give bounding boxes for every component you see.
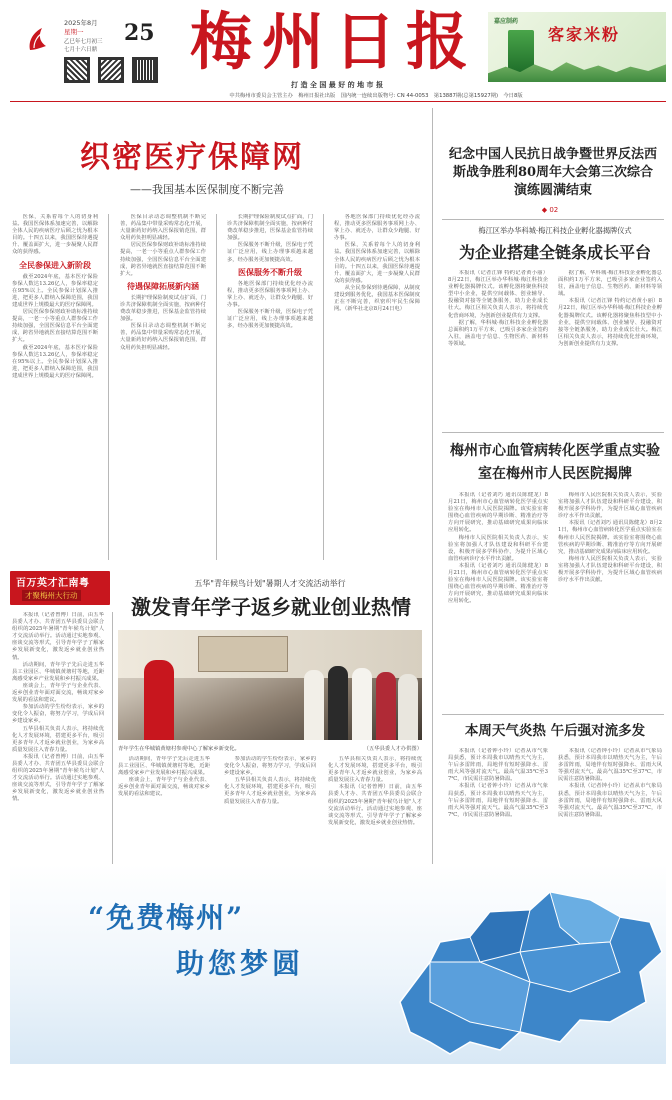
- feature-body-1c: 本报讯（记者曾博）日前，由五华县委人才办、共青团五华县委员会联合组织的2025年暑期"青年候鸟计划"人才交流活动举行。活动通过实地参观、座谈交流等形式，引导青年学子了解家乡发展新变化，激发返乡就业创业热情。: [328, 784, 422, 826]
- weekday: 星期一: [64, 28, 84, 36]
- photo-student-2: [328, 666, 348, 740]
- lead-section-2: 待遇保障拓展新内涵: [127, 281, 199, 291]
- ad-brand: 嘉应制药: [494, 18, 519, 25]
- paper-name: 梅州日报: [189, 5, 478, 78]
- ribbon-line-2: 才聚梅州大行动: [22, 590, 81, 601]
- lead-body-1: 医保，关系着每个人的切身利益。我国医保体系加速完善，以解除全体人民的疾病医疗后顾之忧为根本目的。十四五以来，我国医保待遇提升、覆盖面扩大，进一步凝聚人民群众的获得感。: [12, 214, 98, 256]
- right-top-body-2: 据了解，华科城·梅江科技企业孵化器总面积约1万平方米，已吸引多家企业签约入驻，涵盖电子信息、生物医药、新材料等领域。: [448, 319, 548, 347]
- province-map-icon: [370, 882, 666, 1062]
- lead-body-6b: 医保服务不断升级，医保电子凭证广泛应用，线上办理事项越来越多，经办服务更加便捷高效。: [227, 309, 313, 330]
- photo-exhibit-panel: [198, 636, 288, 672]
- newspaper-logo-icon: [26, 26, 48, 52]
- right-top-col-2: [558, 270, 662, 425]
- lead-body-2b: 截至2024年底，基本医疗保险参保人数达13.26亿人，参保率稳定在95%以上。全民参保计划深入推进，把更多人群纳入保障范围，我国建成世界上规模最大的医疗保障网。: [12, 344, 98, 379]
- feature-body-5b: 五华县相关负责人表示，将持续优化人才发展环境，搭建更多平台，吸引更多青年人才返乡就业创业，为家乡高质量发展注入青春力量。: [224, 777, 316, 805]
- lead-section-3: 医保服务不断升级: [238, 267, 302, 277]
- right-mid-body-2: 梅州市人民医院相关负责人表示，实验室将加强人才队伍建设和科研平台建设，积极开展多学科协作，为提升区域心血管疾病诊疗水平作出贡献。: [448, 534, 548, 562]
- feature-col-4: [328, 756, 422, 860]
- ad-slogan-line-2: 助您梦圆: [176, 947, 305, 980]
- lead-col-1: [12, 214, 98, 560]
- feature-body-4: 参加活动的学生纷纷表示，家乡的变化令人振奋，将努力学习，学成后回乡建设家乡。: [12, 704, 104, 725]
- feature-caption: 青年学生在华城镇黄塘村参观中心了解家乡新变化。: [118, 746, 240, 752]
- weather-body-d: 本报讯（记者钟小玲）记者从市气象局获悉，预计本周我市以晴热天气为主，午后多雷阵雨，局地伴有短时强降水、雷雨大风等强对流天气。最高气温35℃至37℃，市民需注意防暑降温。: [558, 783, 662, 818]
- lead-body-7: 各地医保部门持续优化经办流程，推动更多医保服务事项网上办、掌上办、就近办，让群众少跑腿、好办事。: [227, 280, 313, 308]
- feature-body-2: 活动期间，青年学子先后走进五华县工业园区、华城镇黄塘村等地，近距离感受家乡产业发展和乡村振兴成果。: [12, 661, 104, 682]
- right-mid-body-2c: 梅州市人民医院相关负责人表示，实验室将加强人才队伍建设和科研平台建设，积极开展多学科协作，为提升区域心血管疾病诊疗水平作出贡献。: [558, 555, 662, 584]
- slogan: 打 造 全 国 最 好 的 地 市 报: [291, 81, 383, 89]
- feature-body-4b: 参加活动的学生纷纷表示，家乡的变化令人振奋，将努力学习，学成后回乡建设家乡。: [224, 756, 316, 777]
- weather-body-b: 本报讯（记者钟小玲）记者从市气象局获悉，预计本周我市以晴热天气为主，午后多雷阵雨，局地伴有短时强降水、雷雨大风等强对流天气。最高气温35℃至37℃，市民需注意防暑降温。: [448, 783, 548, 818]
- right-mid-body-c: 本报讯（记者刘巧 通讯员陈健龙）8月21日，梅州市心血管病转化医学重点实验室在梅州市人民医院揭牌。该实验室将围绕心血管疾病的早期诊断、精准治疗等方向开展研究，推动基础研究成果向临床应用转化。: [558, 520, 662, 555]
- ribbon-line-1: 百万英才汇南粤: [16, 578, 90, 589]
- right-top-body: 本报讯（记者江锋 特约记者黄小丽）8月22日，梅江区举办华科城·梅江科技企业孵化器揭牌仪式。该孵化器将聚焦科技型中小企业，提供空间载体、创业辅导、投融资对接等全链条服务，助力企业成长壮大。梅江区相关负责人表示，将持续优化营商环境，为创新创业提供有力支撑。: [448, 270, 548, 319]
- photo-student-3: [352, 668, 372, 740]
- lead-body-4b: 医保目录动态调整机制不断完善，药品集中带量采购常态化开展，大量新药好药纳入医保报销范围，群众用药负担明显减轻。: [120, 323, 206, 351]
- feature-col-3: [224, 756, 316, 860]
- issue-info: 中共梅州市委员会主管主办 梅州日报社出版 国内统一连续出版物号: CN 44-0053 第13887期(总第15927期) 今日8版: [229, 93, 523, 99]
- right-top-headline-2: 为企业搭建全链条成长平台: [458, 243, 651, 262]
- lunar-date-1: 乙巳年七月初三: [64, 39, 103, 45]
- photo-student-4: [376, 672, 396, 740]
- feature-credit: （五华县委人才办供图）: [363, 746, 422, 752]
- lead-section-1: 全民参保进入新阶段: [19, 260, 91, 270]
- right-top-page-ref: ◆ 02: [541, 206, 559, 214]
- right-mid-body-b: 本报讯（记者刘巧 通讯员陈健龙）8月21日，梅州市心血管病转化医学重点实验室在梅州市人民医院揭牌。该实验室将围绕心血管疾病的早期诊断、精准治疗等方向开展研究，推动基础研究成果向临床应用转化。: [448, 562, 548, 605]
- masthead: [0, 0, 672, 100]
- lunar-date-2: 七月十六日鼎: [64, 47, 98, 53]
- lead-body-7b: 各地医保部门持续优化经办流程，推动更多医保服务事项网上办、掌上办、就近办，让群众少跑腿、好办事。: [334, 214, 420, 242]
- right-mid-col-1: [448, 492, 548, 707]
- page-ref-number: 02: [549, 206, 559, 214]
- ad-headline: 客家米粉: [548, 25, 621, 44]
- qr-code-left: [64, 57, 90, 83]
- lead-body-8: 从全民参保到待遇保障，从制度建设到服务优化，我国基本医保制度正在不断完善，织密织牢民生保障网。（新华社北京8月24日电）: [334, 284, 420, 313]
- weather-headline: 本周天气炎热 午后强对流多发: [464, 723, 646, 739]
- feature-body-2b: 活动期间，青年学子先后走进五华县工业园区、华城镇黄塘村等地，近距离感受家乡产业发展和乡村振兴成果。: [118, 756, 210, 777]
- campaign-ribbon: [10, 571, 110, 605]
- lead-subhead: ——我国基本医保制度不断完善: [130, 183, 284, 196]
- right-top-kicker: 梅江区举办华科城·梅江科技企业孵化器揭牌仪式: [478, 226, 632, 235]
- lead-col-3: [227, 214, 313, 560]
- qr-code-right: [132, 57, 158, 83]
- right-mid-col-2: [558, 492, 662, 707]
- ad-slogan-line-1: “免费梅州”: [88, 901, 245, 934]
- photo-guide-figure: [144, 660, 174, 740]
- right-top-headline: 纪念中国人民抗日战争暨世界反法西斯战争胜利80周年大会第三次综合演练圆满结束: [448, 147, 657, 198]
- lead-body-3: 居民医保参保财政补助标准持续提高，一老一小等重点人群参保工作持续加强，全国医保信息平台全面建成，跨省异地就医直接结算范围不断扩大。: [12, 309, 98, 344]
- lead-body-1b: 医保，关系着每个人的切身利益。我国医保体系加速完善，以解除全体人民的疾病医疗后顾之忧为根本目的。十四五以来，我国医保待遇提升、覆盖面扩大，进一步凝聚人民群众的获得感。: [334, 242, 420, 284]
- feature-photo: [118, 630, 422, 740]
- lead-headline: 织密医疗保障网: [80, 140, 304, 175]
- feature-body-3b: 座谈会上，青年学子与企业代表、返乡创业青年面对面交流，畅谈对家乡发展的看法和建议。: [118, 777, 210, 798]
- lead-col-4: [334, 214, 420, 560]
- right-mid-body-2b: 梅州市人民医院相关负责人表示，实验室将加强人才队伍建设和科研平台建设，积极开展多学科协作，为提升区域心血管疾病诊疗水平作出贡献。: [558, 492, 662, 520]
- feature-body-1b: 本报讯（记者曾博）日前，由五华县委人才办、共青团五华县委员会联合组织的2025年暑期"青年候鸟计划"人才交流活动举行。活动通过实地参观、座谈交流等形式，引导青年学子了解家乡发展新变化，激发返乡就业创业热情。: [12, 753, 104, 803]
- feature-headline: 激发青年学子返乡就业创业热情: [131, 595, 411, 619]
- lead-body-6: 医保服务不断升级，医保电子凭证广泛应用，线上办理事项越来越多，经办服务更加便捷高效。: [227, 242, 313, 263]
- right-top-col-1: [448, 270, 548, 425]
- date-line: 2025年8月: [64, 19, 98, 27]
- feature-body-1: 本报讯（记者曾博）日前，由五华县委人才办、共青团五华县委员会联合组织的2025年暑期"青年候鸟计划"人才交流活动举行。活动通过实地参观、座谈交流等形式，引导青年学子了解家乡发展新变化，激发返乡就业创业热情。: [12, 612, 104, 661]
- feature-kicker: 五华"青年候鸟计划"暑期人才交流活动举行: [194, 579, 346, 588]
- lead-body-5b: 长期护理保险制度试点扩面，门诊共济保障机制全面实施，按病种付费改革稳步推进，医保基金监管持续加强。: [227, 214, 313, 242]
- feature-body-5: 五华县相关负责人表示，将持续优化人才发展环境，搭建更多平台，吸引更多青年人才返乡就业创业，为家乡高质量发展注入青春力量。: [12, 725, 104, 753]
- photo-student-5: [398, 674, 418, 740]
- right-top-body-2b: 据了解，华科城·梅江科技企业孵化器总面积约1万平方米，已吸引多家企业签约入驻，涵盖电子信息、生物医药、新材料等领域。: [558, 270, 662, 298]
- top-right-ad: [488, 12, 666, 82]
- right-mid-body: 本报讯（记者刘巧 通讯员陈健龙）8月21日，梅州市心血管病转化医学重点实验室在梅州市人民医院揭牌。该实验室将围绕心血管疾病的早期诊断、精准治疗等方向开展研究，推动基础研究成果向临床应用转化。: [448, 492, 548, 534]
- photo-student-1: [304, 670, 324, 740]
- feature-body-5c: 五华县相关负责人表示，将持续优化人才发展环境，搭建更多平台，吸引更多青年人才返乡就业创业，为家乡高质量发展注入青春力量。: [328, 756, 422, 784]
- lead-body-2: 截至2024年底，基本医疗保险参保人数达13.26亿人，参保率稳定在95%以上。全民参保计划深入推进，把更多人群纳入保障范围，我国建成世界上规模最大的医疗保障网。: [12, 273, 98, 308]
- feature-body-3: 座谈会上，青年学子与企业代表、返乡创业青年面对面交流，畅谈对家乡发展的看法和建议。: [12, 682, 104, 704]
- weather-body-c: 本报讯（记者钟小玲）记者从市气象局获悉，预计本周我市以晴热天气为主，午后多雷阵雨，局地伴有短时强降水、雷雨大风等强对流天气。最高气温35℃至37℃，市民需注意防暑降温。: [558, 748, 662, 783]
- feature-col-2: [118, 756, 210, 860]
- day-number: 25: [124, 20, 155, 46]
- lead-col-2: [120, 214, 206, 560]
- right-mid-headline: 梅州市心血管病转化医学重点实验室在梅州市人民医院揭牌: [450, 443, 660, 482]
- ad-product-box: [508, 30, 534, 72]
- weather-body: 本报讯（记者钟小玲）记者从市气象局获悉，预计本周我市以晴热天气为主，午后多雷阵雨，局地伴有短时强降水、雷雨大风等强对流天气。最高气温35℃至37℃，市民需注意防暑降温。: [448, 748, 548, 783]
- weather-col-1: [448, 748, 548, 860]
- lead-body-5: 长期护理保险制度试点扩面，门诊共济保障机制全面实施，按病种付费改革稳步推进，医保基金监管持续加强。: [120, 294, 206, 323]
- bottom-ad: [10, 864, 666, 1064]
- weather-col-2: [558, 748, 662, 860]
- qr-code-mid: [98, 57, 124, 83]
- right-top-body-b: 本报讯（记者江锋 特约记者黄小丽）8月22日，梅江区举办华科城·梅江科技企业孵化器揭牌仪式。该孵化器将聚焦科技型中小企业，提供空间载体、创业辅导、投融资对接等全链条服务，助力企业成长壮大。梅江区相关负责人表示，将持续优化营商环境，为创新创业提供有力支撑。: [558, 298, 662, 347]
- lead-body-3b: 居民医保参保财政补助标准持续提高，一老一小等重点人群参保工作持续加强，全国医保信息平台全面建成，跨省异地就医直接结算范围不断扩大。: [120, 242, 206, 277]
- lead-body-4: 医保目录动态调整机制不断完善，药品集中带量采购常态化开展，大量新药好药纳入医保报销范围，群众用药负担明显减轻。: [120, 214, 206, 242]
